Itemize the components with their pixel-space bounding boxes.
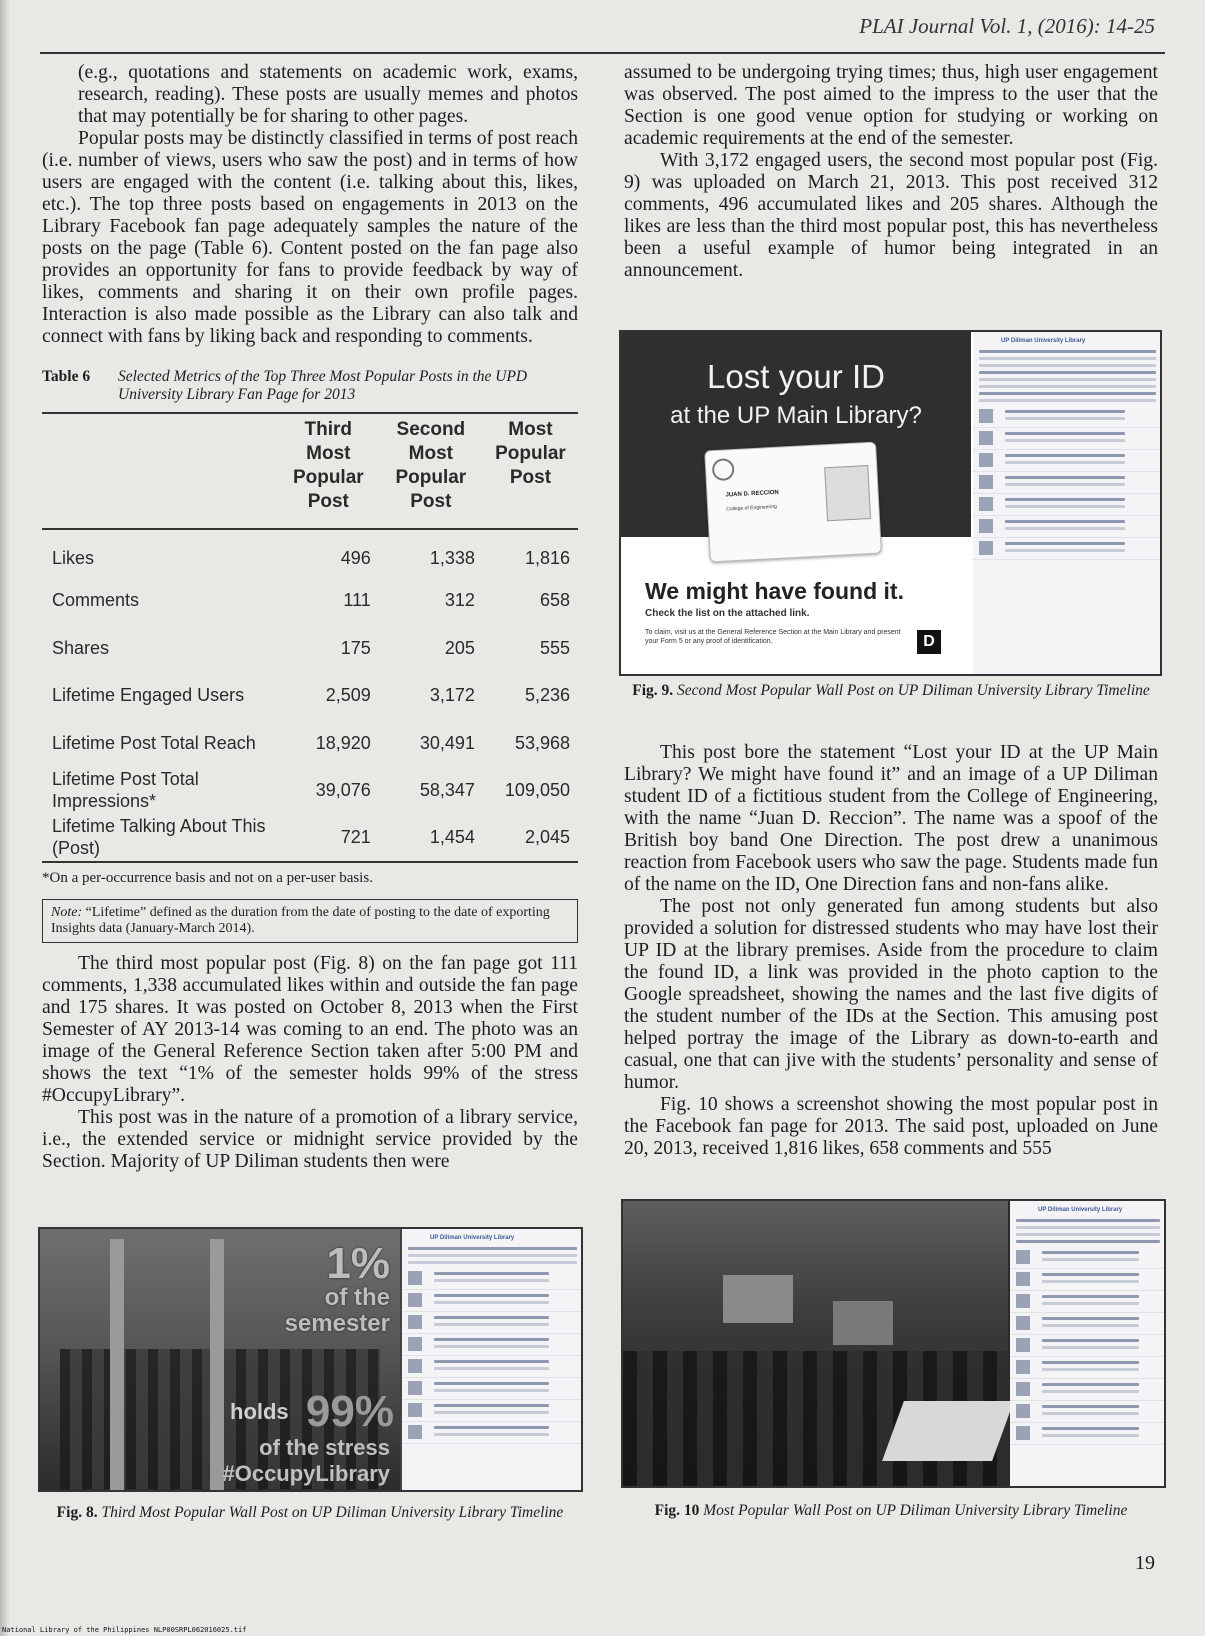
table-cell: 721 bbox=[340, 827, 371, 848]
up-seal-icon bbox=[712, 458, 735, 481]
table-cell: 658 bbox=[539, 590, 570, 611]
avatar bbox=[979, 431, 993, 445]
fig10-screen bbox=[833, 1301, 893, 1345]
figure-8 bbox=[38, 1227, 583, 1492]
comment-row bbox=[1010, 1335, 1166, 1357]
table-cell: 109,050 bbox=[504, 780, 570, 801]
paragraph-second-post: With 3,172 engaged users, the second most popular post (Fig. 9) was uploaded on March 21, 2013. This post received 312 comments, 496 accumulated likes and 205 shares. Although the likes are less than the third most popular post, this has nevertheless been a useful example of humor being integrated in an announcement. bbox=[624, 150, 1158, 281]
table-cell-metric: Lifetime Engaged Users bbox=[52, 685, 245, 706]
fig8-overlay-holds: holds bbox=[230, 1399, 289, 1424]
fig8-caption-text: Third Most Popular Wall Post on UP Diliman University Library Timeline bbox=[101, 1504, 564, 1521]
fig9-caption-text: Second Most Popular Wall Post on UP Diliman University Library Timeline bbox=[677, 682, 1150, 699]
table-title: Selected Metrics of the Top Three Most Popular Posts in the UPD University Library Fan Page for 2013 bbox=[118, 368, 528, 403]
table-cell: 18,920 bbox=[315, 732, 371, 753]
metrics-table bbox=[42, 412, 578, 863]
avatar bbox=[408, 1315, 422, 1329]
paragraph-fun: The post not only generated fun among students but also provided a solution for distressed students who may have lost their UP ID at the library premises. Aside from the procedure to claim the found ID, a link was provided in the photo caption to the Google spreadsheet, showing the names and the last five digits of the student number of the IDs at the Section. This amusing post helped portray the image of the Library as down-to-earth and casual, one that can jive with the students’ personality and sense of humor. bbox=[624, 896, 1158, 1093]
table-cell: 175 bbox=[340, 637, 371, 658]
table-cell: 111 bbox=[343, 590, 371, 611]
table-label: Table 6 bbox=[42, 368, 91, 385]
avatar bbox=[408, 1381, 422, 1395]
fig8-label: Fig. 8. bbox=[56, 1504, 98, 1521]
page-number: 19 bbox=[1135, 1552, 1155, 1574]
fig9-subline: Check the list on the attached link. bbox=[645, 608, 810, 619]
fig9-id-college: College of Engineering bbox=[726, 503, 777, 513]
avatar bbox=[1016, 1250, 1030, 1264]
comment-row bbox=[973, 516, 1162, 538]
fig10-facebook-panel bbox=[1010, 1201, 1166, 1486]
up-library-logo-icon: D bbox=[917, 630, 941, 654]
table-cell-metric: Lifetime Post Total Reach bbox=[52, 732, 256, 753]
table-cell: 555 bbox=[539, 637, 570, 658]
fig9-headline-1: Lost your ID bbox=[707, 358, 885, 395]
comment-row bbox=[402, 1334, 583, 1356]
figure-10 bbox=[621, 1199, 1166, 1488]
table-cell: 312 bbox=[444, 590, 475, 611]
note-label: Note: bbox=[51, 904, 83, 920]
table-cell-metric: Shares bbox=[52, 637, 110, 658]
paragraph-popular-posts: Popular posts may be distinctly classified in terms of post reach (i.e. number of views, users who saw the post) and in terms of how users are engaged with the content (i.e. talking about this, likes, etc.). The top three posts based on engagements in 2013 on the Library Facebook fan page adequately samples the nature of the posts on the page (Table 6). Content posted on the fan page also provides an opportunity for fans to provide feedback by way of likes, comments and sharing it on their own profile pages. Interaction is also made possible as the Library can also talk and connect with fans by liking back and responding to comments. bbox=[42, 128, 578, 347]
fig10-screen bbox=[723, 1275, 793, 1323]
avatar bbox=[1016, 1360, 1030, 1374]
fig8-overlay-hashtag: #OccupyLibrary bbox=[222, 1461, 390, 1486]
fig10-label: Fig. 10 bbox=[654, 1502, 700, 1519]
table-cell-metric: Likes bbox=[52, 548, 95, 569]
fig8-pillar bbox=[110, 1239, 124, 1492]
header-rule bbox=[40, 52, 1165, 54]
comment-row bbox=[1010, 1313, 1166, 1335]
avatar bbox=[408, 1359, 422, 1373]
avatar bbox=[979, 497, 993, 511]
table-cell: 58,347 bbox=[419, 780, 475, 801]
fig9-page-name: UP Diliman University Library bbox=[1001, 338, 1086, 344]
table-cell-metric: Comments bbox=[52, 590, 140, 611]
note-text: “Lifetime” defined as the duration from the date of posting to the date of exporting Insights data (January-March 2014). bbox=[51, 904, 550, 936]
scan-label: National Library of the Philippines NLP00SRPL062016025.tif bbox=[2, 1626, 247, 1634]
comment-row bbox=[402, 1400, 583, 1422]
table-cell-metric: Lifetime Post Total Impressions* bbox=[52, 769, 199, 812]
avatar bbox=[408, 1293, 422, 1307]
fig9-label: Fig. 9. bbox=[632, 682, 674, 699]
fig8-library-photo bbox=[40, 1229, 400, 1492]
table-row bbox=[42, 624, 578, 672]
table-cell: 2,509 bbox=[325, 685, 371, 706]
table-row bbox=[42, 529, 578, 577]
comment-row bbox=[1010, 1401, 1166, 1423]
fig8-overlay-stress: of the stress bbox=[259, 1435, 390, 1460]
comment-row bbox=[1010, 1291, 1166, 1313]
comment-row bbox=[402, 1312, 583, 1334]
comment-row bbox=[973, 494, 1162, 516]
figure-9 bbox=[619, 330, 1162, 676]
comment-row bbox=[973, 406, 1162, 428]
fig9-id-name: JUAN D. RECCION bbox=[725, 489, 779, 499]
right-column bbox=[624, 62, 1158, 282]
fig8-overlay-99: 99% bbox=[305, 1387, 394, 1436]
comment-row bbox=[402, 1422, 583, 1444]
avatar bbox=[408, 1403, 422, 1417]
comment-row bbox=[402, 1378, 583, 1400]
paragraph-promotion: This post was in the nature of a promotion of a library service, i.e., the extended service or midnight service provided by the Section. Majority of UP Diliman students then were bbox=[42, 1106, 578, 1172]
fig10-caption bbox=[624, 1502, 1158, 1520]
table-row bbox=[42, 672, 578, 720]
table-row bbox=[42, 767, 578, 815]
table-cell: 496 bbox=[340, 548, 371, 569]
fig9-headline-2: at the UP Main Library? bbox=[670, 402, 922, 429]
fig9-caption bbox=[624, 682, 1158, 700]
comment-row bbox=[402, 1356, 583, 1378]
table-cell: 30,491 bbox=[419, 732, 475, 753]
avatar bbox=[979, 453, 993, 467]
table-cell: 2,045 bbox=[524, 827, 570, 848]
table-header-col: Second Most Popular Post bbox=[395, 419, 467, 512]
fig8-facebook-panel bbox=[402, 1229, 583, 1490]
paragraph-assumed: assumed to be undergoing trying times; thus, high user engagement was observed. The post aimed to the impress to the user that the Section is one good venue option for studying or working on academic requirements at the end of the semester. bbox=[624, 62, 1158, 149]
right-column-lower bbox=[624, 742, 1158, 1160]
fig8-overlay-line: of the bbox=[324, 1284, 390, 1311]
avatar bbox=[1016, 1316, 1030, 1330]
table-cell: 1,454 bbox=[429, 827, 475, 848]
fig9-facebook-panel bbox=[973, 332, 1162, 674]
fig10-caption-text: Most Popular Wall Post on UP Diliman University Library Timeline bbox=[703, 1502, 1128, 1519]
table-row bbox=[42, 719, 578, 767]
avatar bbox=[408, 1425, 422, 1439]
avatar bbox=[979, 409, 993, 423]
table-caption bbox=[42, 368, 578, 404]
avatar bbox=[1016, 1382, 1030, 1396]
paragraph-fig10: Fig. 10 shows a screenshot showing the most popular post in the Facebook fan page for 2013. The said post, uploaded on June 20, 2013, received 1,816 likes, 658 comments and 555 bbox=[624, 1094, 1158, 1159]
table-row bbox=[42, 814, 578, 862]
table-cell: 205 bbox=[444, 637, 475, 658]
avatar bbox=[1016, 1404, 1030, 1418]
table-cell: 39,076 bbox=[315, 780, 371, 801]
avatar bbox=[979, 519, 993, 533]
avatar bbox=[979, 475, 993, 489]
fig9-claim-text: To claim, visit us at the General Reference Section at the Main Library and present your Form 5 or any proof of identification. bbox=[645, 629, 901, 645]
avatar bbox=[979, 541, 993, 555]
table-cell: 53,968 bbox=[514, 732, 570, 753]
comment-row bbox=[973, 428, 1162, 450]
table-header-metric bbox=[42, 413, 278, 529]
avatar bbox=[408, 1337, 422, 1351]
comment-row bbox=[402, 1268, 583, 1290]
paragraph-continued: (e.g., quotations and statements on academic work, exams, research, reading). These posts are usually memes and photos that may potentially be for sharing to other pages. bbox=[78, 62, 578, 127]
fig10-library-photo bbox=[623, 1201, 1008, 1488]
avatar bbox=[1016, 1338, 1030, 1352]
avatar bbox=[1016, 1426, 1030, 1440]
fig10-table bbox=[882, 1401, 1014, 1461]
fig8-overlay-line: 1% bbox=[326, 1239, 390, 1288]
fig9-tagline: We might have found it. bbox=[645, 578, 904, 604]
fig9-id-card bbox=[704, 442, 882, 563]
comment-row bbox=[402, 1290, 583, 1312]
comment-row bbox=[973, 450, 1162, 472]
paragraph-third-post: The third most popular post (Fig. 8) on the fan page got 111 comments, 1,338 accumulated likes within and outside the fan page and 175 shares. It was posted on October 8, 2013 when the First Semester of AY 2013-14 was coming to an end. The photo was an image of the General Reference Section taken after 5:00 PM and shows the text “1% of the semester holds 99% of the stress #OccupyLibrary”. bbox=[42, 952, 578, 1106]
book-spine-shadow bbox=[0, 0, 10, 1636]
table-cell: 5,236 bbox=[524, 685, 570, 706]
table-header-row bbox=[42, 413, 578, 529]
comment-row bbox=[973, 538, 1162, 560]
avatar bbox=[1016, 1294, 1030, 1308]
table-6 bbox=[42, 368, 578, 943]
table-note bbox=[42, 899, 578, 943]
comment-row bbox=[1010, 1269, 1166, 1291]
running-head: PLAI Journal Vol. 1, (2016): 14-25 bbox=[859, 14, 1155, 38]
comment-row bbox=[973, 472, 1162, 494]
comment-row bbox=[1010, 1423, 1166, 1445]
table-row bbox=[42, 577, 578, 625]
fig8-caption bbox=[42, 1504, 578, 1522]
avatar bbox=[408, 1271, 422, 1285]
table-cell: 1,816 bbox=[524, 548, 570, 569]
avatar bbox=[1016, 1272, 1030, 1286]
fig8-overlay-line: semester bbox=[284, 1310, 390, 1337]
table-header-col: Third Most Popular Post bbox=[292, 419, 364, 512]
comment-row bbox=[1010, 1357, 1166, 1379]
comment-row bbox=[1010, 1379, 1166, 1401]
table-cell: 3,172 bbox=[429, 685, 475, 706]
comment-row bbox=[1010, 1247, 1166, 1269]
fig10-page-name: UP Diliman University Library bbox=[1038, 1207, 1123, 1213]
fig9-id-photo bbox=[824, 465, 871, 521]
fig8-page-name: UP Diliman University Library bbox=[430, 1235, 515, 1241]
paragraph-statement: This post bore the statement “Lost your ID at the UP Main Library? We might have found it” and an image of a UP Diliman student ID of a fictitious student from the College of Engineering, with the name “Juan D. Reccion”. The name was a spoof of the British boy band One Direction. The post drew a unanimous reaction from Facebook users who saw the page. Students made fun of the name on the ID, One Direction fans and non-fans alike. bbox=[624, 742, 1158, 895]
fig9-poster bbox=[621, 332, 971, 676]
fig8-overlay-text bbox=[190, 1239, 390, 1337]
table-cell: 1,338 bbox=[429, 548, 475, 569]
left-column bbox=[42, 62, 578, 1173]
table-cell-metric: Lifetime Talking About This (Post) bbox=[52, 816, 266, 859]
table-header-col: Most Popular Post bbox=[495, 419, 566, 488]
table-footnote: *On a per-occurrence basis and not on a per-user basis. bbox=[42, 869, 373, 886]
